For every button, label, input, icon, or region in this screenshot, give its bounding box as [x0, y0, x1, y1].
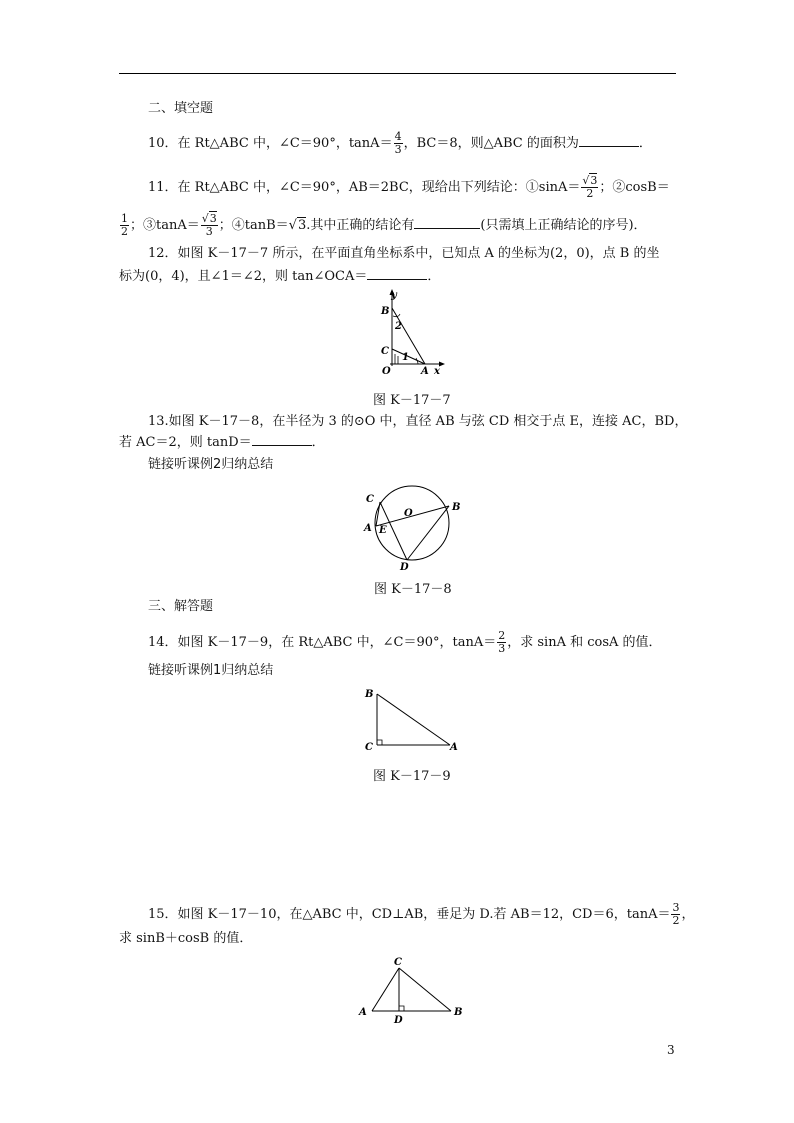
- label-D: D: [400, 562, 409, 572]
- figure-k-17-9: [360, 684, 462, 752]
- question-11-line2: $\frac{1}{2}$ ；③tanA＝ $\frac{√3}{3}$ ；④tanB＝√3.其中正确的结论有 (只需填上正确结论的序号)．: [121, 212, 647, 238]
- figure-k-17-10: [354, 955, 466, 1025]
- question-12-line1: 12．如图 K－17－7 所示，在平面直角坐标系中，已知点 A 的坐标为(2，0)，点 B 的坐: [148, 246, 660, 261]
- label-C: C: [365, 742, 373, 752]
- link-lesson-example-1[interactable]: 链接听课例1归纳总结: [148, 663, 274, 678]
- label-A: A: [359, 1007, 367, 1018]
- fraction: $\frac{√3}{3}$: [201, 212, 217, 238]
- question-13-line2: 若 AC＝2，则 tanD＝ ．: [119, 435, 325, 450]
- label-O: O: [404, 508, 413, 519]
- fraction: $\frac{4}{3}$: [394, 130, 402, 156]
- figure-k-17-8: [360, 484, 464, 572]
- label-C: C: [366, 494, 374, 505]
- label-angle-2: 2: [395, 321, 402, 332]
- fraction: $\frac{2}{3}$: [498, 629, 506, 655]
- answer-blank[interactable]: [252, 433, 312, 446]
- label-C: C: [381, 346, 389, 357]
- label-D: D: [394, 1015, 403, 1025]
- label-C: C: [394, 957, 402, 968]
- question-12-line2: 标为(0，4)，且∠1＝∠2，则 tan∠OCA＝ ．: [119, 269, 441, 284]
- question-10: 10．在 Rt△ABC 中，∠C＝90°，tanA＝ $\frac{4}{3}$ ，BC＝8，则△ABC 的面积为 ．: [148, 130, 652, 156]
- page-number: 3: [667, 1043, 675, 1057]
- fraction: $\frac{1}{2}$: [121, 212, 128, 238]
- label-A: A: [364, 523, 372, 534]
- label-B: B: [381, 306, 390, 317]
- label-A: A: [421, 366, 429, 377]
- answer-blank[interactable]: [579, 134, 639, 147]
- question-15-line2: 求 sinB＋cosB 的值．: [119, 931, 253, 946]
- label-B: B: [365, 689, 374, 700]
- question-13-line1: 13.如图 K－17－8，在半径为 3 的⊙O 中，直径 AB 与弦 CD 相交于点 E，连接 AC，BD，: [148, 414, 688, 429]
- figure-k-17-7: [378, 286, 448, 378]
- question-11-line1: 11．在 Rt△ABC 中，∠C＝90°，AB＝2BC，现给出下列结论：①sinA＝ $\frac{√3}{2}$ ；②cosB＝: [148, 174, 670, 200]
- answer-blank[interactable]: [414, 216, 480, 229]
- label-A: A: [450, 742, 458, 752]
- label-y: y: [391, 290, 397, 301]
- fraction: $\frac{3}{2}$: [672, 901, 680, 927]
- section-title-fill-blank: 二、填空题: [148, 101, 214, 116]
- label-O: O: [382, 366, 391, 377]
- header-rule: [119, 73, 676, 74]
- section-title-answer: 三、解答题: [148, 599, 214, 614]
- fraction: $\frac{√3}{2}$: [582, 174, 598, 200]
- question-14: 14．如图 K－17－9，在 Rt△ABC 中，∠C＝90°，tanA＝ $\frac{2}{3}$ ，求 sinA 和 cosA 的值．: [148, 629, 662, 655]
- label-B: B: [454, 1007, 463, 1018]
- figure-k-17-9-caption: 图 K－17－9: [373, 769, 451, 784]
- answer-blank[interactable]: [367, 267, 427, 280]
- label-x: x: [434, 366, 440, 377]
- figure-k-17-7-caption: 图 K－17－7: [373, 393, 451, 408]
- question-15-line1: 15．如图 K－17－10，在△ABC 中，CD⊥AB，垂足为 D.若 AB＝12，CD＝6，tanA＝ $\frac{3}{2}$ ，: [148, 901, 695, 927]
- figure-k-17-8-caption: 图 K－17－8: [374, 582, 452, 597]
- label-E: E: [379, 525, 387, 536]
- label-B: B: [452, 502, 461, 513]
- link-lesson-example-2[interactable]: 链接听课例2归纳总结: [148, 457, 274, 472]
- label-angle-1: 1: [402, 352, 409, 363]
